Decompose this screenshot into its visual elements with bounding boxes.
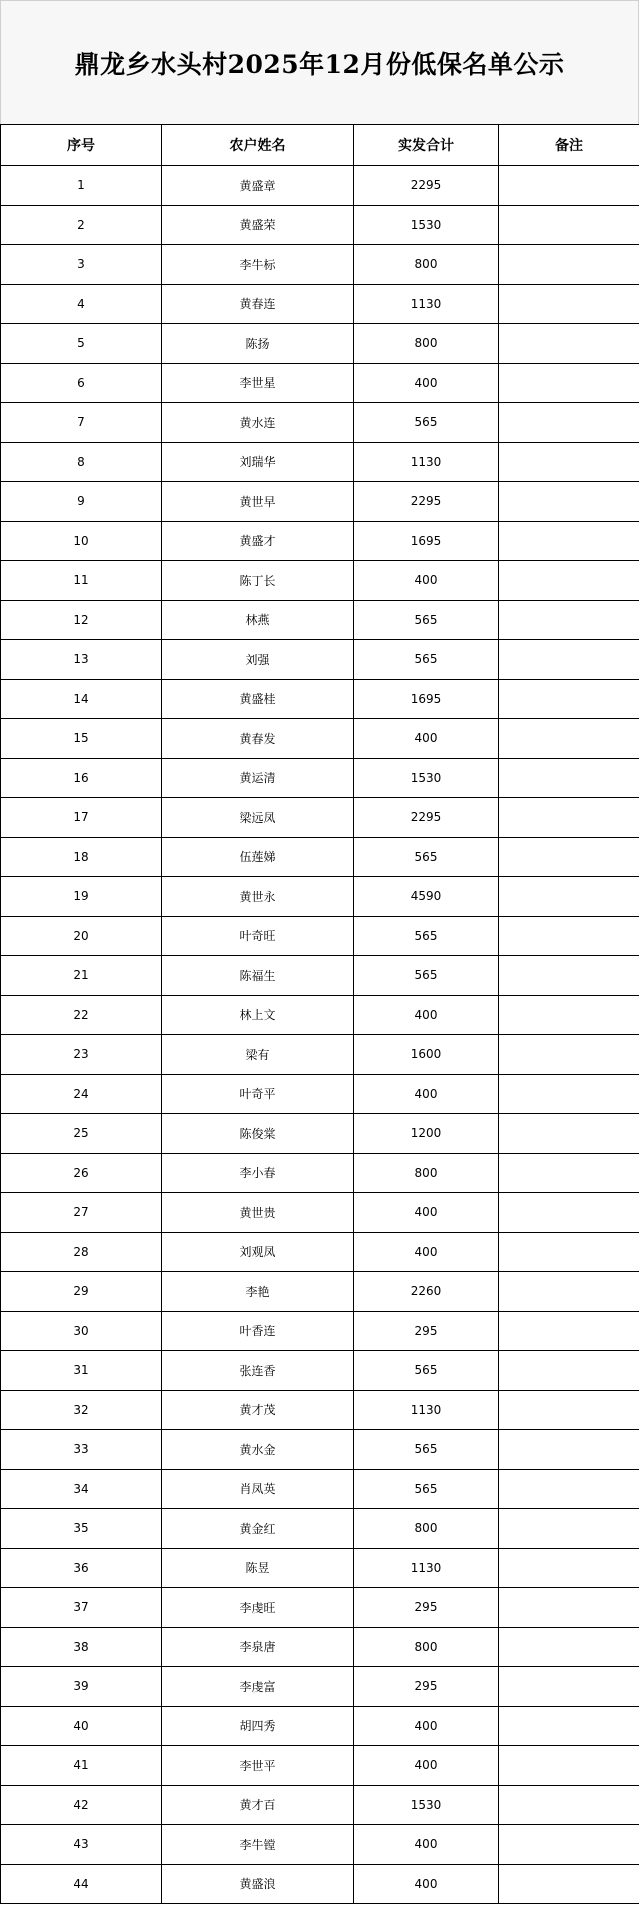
cell-number: 28 xyxy=(1,1232,162,1272)
cell-note xyxy=(499,758,639,798)
cell-number: 31 xyxy=(1,1351,162,1391)
cell-amount: 2295 xyxy=(354,798,499,838)
column-header-note: 备注 xyxy=(499,125,639,166)
cell-name: 黄才百 xyxy=(162,1785,354,1825)
table-row xyxy=(1,1706,639,1746)
table-row xyxy=(1,1114,639,1154)
table-row xyxy=(1,1232,639,1272)
cell-note xyxy=(499,1785,639,1825)
cell-amount: 400 xyxy=(354,1074,499,1114)
cell-amount: 400 xyxy=(354,995,499,1035)
cell-note xyxy=(499,1667,639,1707)
cell-number: 17 xyxy=(1,798,162,838)
cell-note xyxy=(499,561,639,601)
table-row xyxy=(1,1785,639,1825)
cell-note xyxy=(499,719,639,759)
cell-number: 15 xyxy=(1,719,162,759)
cell-note xyxy=(499,521,639,561)
cell-number: 29 xyxy=(1,1272,162,1312)
cell-amount: 1200 xyxy=(354,1114,499,1154)
cell-note xyxy=(499,166,639,206)
cell-number: 40 xyxy=(1,1706,162,1746)
cell-note xyxy=(499,1035,639,1075)
table-body xyxy=(1,166,639,1904)
cell-note xyxy=(499,679,639,719)
table-row xyxy=(1,1430,639,1470)
table-row xyxy=(1,363,639,403)
cell-name: 黄世贵 xyxy=(162,1193,354,1233)
table-header xyxy=(1,125,639,166)
cell-note xyxy=(499,403,639,443)
cell-amount: 1130 xyxy=(354,442,499,482)
table-row xyxy=(1,1667,639,1707)
cell-amount: 400 xyxy=(354,1864,499,1904)
table-row xyxy=(1,1311,639,1351)
table-row xyxy=(1,1864,639,1904)
cell-name: 陈俊棠 xyxy=(162,1114,354,1154)
cell-number: 10 xyxy=(1,521,162,561)
cell-name: 李牛标 xyxy=(162,245,354,285)
cell-note xyxy=(499,1351,639,1391)
cell-number: 14 xyxy=(1,679,162,719)
cell-number: 34 xyxy=(1,1469,162,1509)
cell-amount: 400 xyxy=(354,1825,499,1865)
table-row xyxy=(1,166,639,206)
cell-note xyxy=(499,1588,639,1628)
column-header-number: 序号 xyxy=(1,125,162,166)
cell-name: 肖凤英 xyxy=(162,1469,354,1509)
cell-number: 41 xyxy=(1,1746,162,1786)
column-header-amount: 实发合计 xyxy=(354,125,499,166)
table-row xyxy=(1,442,639,482)
cell-name: 陈扬 xyxy=(162,324,354,364)
cell-number: 8 xyxy=(1,442,162,482)
cell-amount: 565 xyxy=(354,956,499,996)
cell-amount: 400 xyxy=(354,1746,499,1786)
cell-amount: 1530 xyxy=(354,205,499,245)
cell-number: 26 xyxy=(1,1153,162,1193)
cell-amount: 565 xyxy=(354,640,499,680)
cell-number: 19 xyxy=(1,877,162,917)
cell-note xyxy=(499,1272,639,1312)
cell-number: 13 xyxy=(1,640,162,680)
cell-note xyxy=(499,798,639,838)
table-row xyxy=(1,1390,639,1430)
cell-amount: 400 xyxy=(354,719,499,759)
table-row xyxy=(1,798,639,838)
cell-amount: 1600 xyxy=(354,1035,499,1075)
cell-amount: 1695 xyxy=(354,679,499,719)
cell-note xyxy=(499,877,639,917)
cell-note xyxy=(499,1706,639,1746)
table-row xyxy=(1,1509,639,1549)
cell-number: 30 xyxy=(1,1311,162,1351)
cell-name: 刘强 xyxy=(162,640,354,680)
cell-number: 1 xyxy=(1,166,162,206)
cell-note xyxy=(499,1746,639,1786)
table-row xyxy=(1,1746,639,1786)
cell-number: 4 xyxy=(1,284,162,324)
cell-number: 35 xyxy=(1,1509,162,1549)
cell-amount: 800 xyxy=(354,1627,499,1667)
cell-number: 36 xyxy=(1,1548,162,1588)
cell-note xyxy=(499,1864,639,1904)
cell-number: 6 xyxy=(1,363,162,403)
cell-amount: 800 xyxy=(354,324,499,364)
column-header-name: 农户姓名 xyxy=(162,125,354,166)
cell-amount: 565 xyxy=(354,600,499,640)
cell-amount: 4590 xyxy=(354,877,499,917)
cell-amount: 1130 xyxy=(354,284,499,324)
cell-note xyxy=(499,324,639,364)
cell-number: 5 xyxy=(1,324,162,364)
cell-note xyxy=(499,956,639,996)
cell-number: 20 xyxy=(1,916,162,956)
cell-number: 11 xyxy=(1,561,162,601)
cell-amount: 2295 xyxy=(354,482,499,522)
cell-number: 2 xyxy=(1,205,162,245)
table-row xyxy=(1,1548,639,1588)
cell-note xyxy=(499,1469,639,1509)
table-row xyxy=(1,284,639,324)
cell-name: 黄盛荣 xyxy=(162,205,354,245)
cell-name: 黄盛才 xyxy=(162,521,354,561)
table-row xyxy=(1,1825,639,1865)
cell-amount: 1130 xyxy=(354,1548,499,1588)
cell-name: 黄水金 xyxy=(162,1430,354,1470)
cell-amount: 1695 xyxy=(354,521,499,561)
cell-note xyxy=(499,1390,639,1430)
cell-amount: 1530 xyxy=(354,758,499,798)
cell-amount: 400 xyxy=(354,1232,499,1272)
table-row xyxy=(1,1588,639,1628)
cell-note xyxy=(499,1114,639,1154)
cell-number: 3 xyxy=(1,245,162,285)
table-row xyxy=(1,1469,639,1509)
cell-note xyxy=(499,1430,639,1470)
cell-amount: 800 xyxy=(354,245,499,285)
cell-amount: 295 xyxy=(354,1667,499,1707)
cell-number: 16 xyxy=(1,758,162,798)
table-row xyxy=(1,640,639,680)
cell-number: 42 xyxy=(1,1785,162,1825)
table-row xyxy=(1,877,639,917)
cell-note xyxy=(499,205,639,245)
cell-note xyxy=(499,1627,639,1667)
cell-number: 38 xyxy=(1,1627,162,1667)
cell-note xyxy=(499,916,639,956)
cell-note xyxy=(499,363,639,403)
cell-number: 12 xyxy=(1,600,162,640)
cell-amount: 400 xyxy=(354,561,499,601)
table-row xyxy=(1,1074,639,1114)
cell-note xyxy=(499,245,639,285)
cell-name: 伍莲娣 xyxy=(162,837,354,877)
cell-number: 32 xyxy=(1,1390,162,1430)
cell-note xyxy=(499,1153,639,1193)
table-row xyxy=(1,679,639,719)
table-row xyxy=(1,1272,639,1312)
cell-name: 刘观凤 xyxy=(162,1232,354,1272)
cell-amount: 800 xyxy=(354,1153,499,1193)
cell-name: 陈丁长 xyxy=(162,561,354,601)
cell-number: 18 xyxy=(1,837,162,877)
table-row xyxy=(1,205,639,245)
cell-name: 李世平 xyxy=(162,1746,354,1786)
cell-name: 黄盛章 xyxy=(162,166,354,206)
cell-name: 黄世早 xyxy=(162,482,354,522)
cell-note xyxy=(499,837,639,877)
cell-name: 李牛镗 xyxy=(162,1825,354,1865)
cell-note xyxy=(499,1232,639,1272)
cell-note xyxy=(499,600,639,640)
table-row xyxy=(1,324,639,364)
table-row xyxy=(1,916,639,956)
cell-number: 27 xyxy=(1,1193,162,1233)
cell-name: 陈昱 xyxy=(162,1548,354,1588)
cell-name: 林上文 xyxy=(162,995,354,1035)
table-row xyxy=(1,1627,639,1667)
cell-number: 43 xyxy=(1,1825,162,1865)
cell-name: 张连香 xyxy=(162,1351,354,1391)
cell-amount: 400 xyxy=(354,363,499,403)
cell-name: 胡四秀 xyxy=(162,1706,354,1746)
cell-note xyxy=(499,442,639,482)
cell-number: 39 xyxy=(1,1667,162,1707)
cell-name: 黄运清 xyxy=(162,758,354,798)
table-row xyxy=(1,600,639,640)
cell-amount: 2260 xyxy=(354,1272,499,1312)
cell-name: 黄春发 xyxy=(162,719,354,759)
cell-note xyxy=(499,640,639,680)
cell-note xyxy=(499,284,639,324)
table-row xyxy=(1,245,639,285)
cell-number: 21 xyxy=(1,956,162,996)
cell-name: 李艳 xyxy=(162,1272,354,1312)
cell-note xyxy=(499,1311,639,1351)
cell-name: 黄才茂 xyxy=(162,1390,354,1430)
cell-amount: 565 xyxy=(354,1469,499,1509)
cell-name: 陈福生 xyxy=(162,956,354,996)
table-row xyxy=(1,403,639,443)
cell-name: 叶香连 xyxy=(162,1311,354,1351)
table-row xyxy=(1,521,639,561)
table-row xyxy=(1,1035,639,1075)
cell-amount: 565 xyxy=(354,1430,499,1470)
cell-name: 黄世永 xyxy=(162,877,354,917)
table-row xyxy=(1,719,639,759)
cell-amount: 295 xyxy=(354,1311,499,1351)
cell-number: 23 xyxy=(1,1035,162,1075)
cell-number: 7 xyxy=(1,403,162,443)
table-row xyxy=(1,1351,639,1391)
table-row xyxy=(1,1193,639,1233)
title-bar xyxy=(0,0,639,124)
cell-amount: 800 xyxy=(354,1509,499,1549)
table-row xyxy=(1,956,639,996)
cell-name: 黄盛浪 xyxy=(162,1864,354,1904)
cell-number: 22 xyxy=(1,995,162,1035)
cell-number: 24 xyxy=(1,1074,162,1114)
cell-amount: 1530 xyxy=(354,1785,499,1825)
cell-name: 叶奇平 xyxy=(162,1074,354,1114)
cell-note xyxy=(499,1825,639,1865)
cell-number: 44 xyxy=(1,1864,162,1904)
cell-name: 黄春连 xyxy=(162,284,354,324)
table-row xyxy=(1,1153,639,1193)
cell-name: 李小春 xyxy=(162,1153,354,1193)
cell-name: 林燕 xyxy=(162,600,354,640)
table-row xyxy=(1,758,639,798)
cell-name: 刘瑞华 xyxy=(162,442,354,482)
cell-name: 黄金红 xyxy=(162,1509,354,1549)
cell-name: 梁远凤 xyxy=(162,798,354,838)
cell-name: 梁有 xyxy=(162,1035,354,1075)
header-row xyxy=(1,125,639,166)
table-row xyxy=(1,995,639,1035)
cell-note xyxy=(499,1548,639,1588)
cell-amount: 295 xyxy=(354,1588,499,1628)
page-title: 鼎龙乡水头村2025年12月份低保名单公示 xyxy=(74,49,565,79)
cell-amount: 400 xyxy=(354,1193,499,1233)
cell-amount: 565 xyxy=(354,1351,499,1391)
cell-amount: 565 xyxy=(354,916,499,956)
cell-number: 9 xyxy=(1,482,162,522)
cell-amount: 1130 xyxy=(354,1390,499,1430)
cell-note xyxy=(499,1509,639,1549)
cell-note xyxy=(499,482,639,522)
cell-name: 黄盛桂 xyxy=(162,679,354,719)
table-row xyxy=(1,561,639,601)
cell-number: 25 xyxy=(1,1114,162,1154)
cell-note xyxy=(499,1193,639,1233)
cell-name: 黄水连 xyxy=(162,403,354,443)
allowance-table xyxy=(0,124,639,1904)
cell-name: 叶奇旺 xyxy=(162,916,354,956)
cell-amount: 2295 xyxy=(354,166,499,206)
cell-number: 33 xyxy=(1,1430,162,1470)
cell-name: 李虔旺 xyxy=(162,1588,354,1628)
cell-number: 37 xyxy=(1,1588,162,1628)
table-row xyxy=(1,837,639,877)
cell-note xyxy=(499,1074,639,1114)
cell-amount: 400 xyxy=(354,1706,499,1746)
table-row xyxy=(1,482,639,522)
cell-amount: 565 xyxy=(354,837,499,877)
cell-name: 李虔富 xyxy=(162,1667,354,1707)
cell-name: 李世星 xyxy=(162,363,354,403)
cell-name: 李泉唐 xyxy=(162,1627,354,1667)
cell-note xyxy=(499,995,639,1035)
cell-amount: 565 xyxy=(354,403,499,443)
